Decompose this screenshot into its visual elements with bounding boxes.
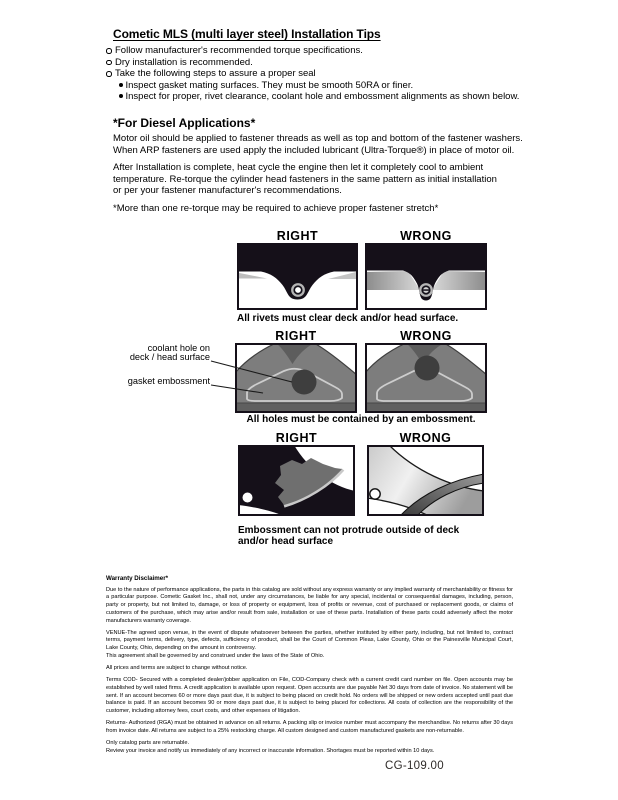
embossment-right-diagram — [238, 445, 355, 516]
rivet-wrong-diagram — [365, 243, 487, 310]
bolt-hole-icon — [243, 493, 253, 503]
gasket-embossment-callout: gasket embossment — [127, 376, 210, 386]
wrong-label: WRONG — [400, 329, 452, 343]
page-title: Cometic MLS (multi layer steel) Installation Tips — [113, 27, 381, 41]
embossment-wrong-diagram — [367, 445, 484, 516]
coolant-hole-right-diagram — [235, 343, 357, 413]
row2-caption: All holes must be contained by an embossment. — [246, 414, 476, 425]
dot-bullet-icon — [119, 83, 123, 87]
paragraph-line: When ARP fasteners are used apply the included lubricant (Ultra-Torque®) in place of motor oil. — [113, 144, 515, 156]
tips-sub-bullet-list — [119, 80, 519, 102]
wrong-label: WRONG — [399, 431, 452, 445]
tips-bullet-list — [106, 45, 363, 80]
circle-bullet-icon — [106, 60, 112, 66]
bullet-text: Inspect for proper, rivet clearance, coolant hole and embossment alignments as shown below. — [125, 91, 520, 102]
only-catalog-line: Only catalog parts are returnable. — [106, 740, 190, 747]
rivet-icon — [291, 283, 305, 297]
row3-caption — [238, 525, 459, 547]
terms-paragraph: Terms COD- Secured with a completed dealer/jobber application on File, COD-Company check with a current credit card number on file. Open accounts may be established by well rated firms. A credit application is available upon request. Open accounts are due payable Net 30 days from date of invoice. No statement will be sent. If an account becomes 60 or more days past due, it is subject to being placed on credit hold. No orders will be shipped or new orders accepted until past due balance is paid. If an account becomes 90 or more days past due, it is subject to being placed for collections. All costs of collection are the responsibility of the customer, including attorney fees, court costs, and other expenses of litigation. — [106, 677, 513, 715]
right-label: RIGHT — [275, 329, 317, 343]
right-label: RIGHT — [275, 431, 318, 445]
warranty-disclaimer-heading: Warranty Disclaimer* — [106, 575, 169, 582]
row1-caption: All rivets must clear deck and/or head surface. — [237, 313, 459, 324]
paragraph-line: or per your fastener manufacturer's recommendations. — [113, 185, 342, 197]
circle-bullet-icon — [106, 48, 112, 54]
venue-paragraph: VENUE-The agreed upon venue, in the event of dispute whatsoever between the parties, whether instituted by either party, including, but not limited to, contract terms, payment terms, delivery, type, defects, sufficiency of product, shall be the Court of Common Pleas, Lake County, Ohio or the Painesville Municipal Court, Lake County, Ohio, depending on the amount in controversy. — [106, 629, 513, 652]
coolant-hole-icon — [415, 356, 440, 381]
retorque-note: *More than one re-torque may be required to achieve proper fastener stretch* — [113, 203, 439, 214]
list-item — [106, 57, 363, 69]
governing-law-line: This agreement shall be governed by and construed under the laws of the State of Ohio. — [106, 652, 325, 659]
paragraph-line: After Installation is complete, heat cycle the engine then let it completely cool to ambient — [113, 162, 484, 173]
bullet-text: Dry installation is recommended. — [115, 56, 253, 68]
list-item — [119, 91, 519, 102]
caption-line: Embossment can not protrude outside of deck — [238, 525, 460, 536]
list-item — [119, 80, 519, 91]
rivet-right-diagram — [237, 243, 358, 310]
caption-line: and/or head surface — [238, 536, 334, 548]
bullet-text: Inspect gasket mating surfaces. They must be smooth 50RA or finer. — [125, 80, 414, 91]
coolant-hole-icon — [292, 370, 317, 395]
diesel-paragraph-2 — [113, 162, 497, 197]
circle-bullet-icon — [106, 71, 112, 77]
diesel-paragraph-1 — [113, 133, 523, 156]
coolant-hole-callout — [84, 344, 210, 363]
callout-line: deck / head surface — [129, 352, 210, 363]
diesel-heading: *For Diesel Applications* — [113, 116, 256, 130]
review-invoice-line: Review your invoice and notify us immediately of any incorrect or inaccurate information. Shortages must be reported within 10 days. — [106, 747, 435, 754]
dot-bullet-icon — [119, 94, 123, 98]
warranty-paragraph: Due to the nature of performance applications, the parts in this catalog are sold without any express warranty or any implied warranty of merchantability or fitness for a particular purpose. Cometic Gasket Inc., shall not, under any circumstances, be liable for any special, incidental or consequential damages, including, person, party or property, but not limited to, damage, or loss of property or equipment, loss of profits or revenue, cost of purchased or replacement goods, or claims of customers of the purchase, which may arise and/or result from sale, installation or use of these parts. Installation of these parts could adversely affect the motor manufacturers warranty coverage. — [106, 586, 513, 624]
list-item — [106, 45, 363, 57]
bullet-text: Take the following steps to assure a proper seal — [115, 68, 316, 79]
wrong-label: WRONG — [400, 229, 452, 243]
returns-paragraph: Returns- Authorized (RGA) must be obtained in advance on all returns. A packing slip or invoice number must accompany the merchandise. No returns after 30 days from invoice date. All returns are subject to a 25% restocking charge. All custom designed and custom manufactured gaskets are non-returnable. — [106, 720, 513, 734]
paragraph-line: temperature. Re-torque the cylinder head fasteners in the same pattern as initial installation — [113, 173, 497, 185]
prices-line: All prices and terms are subject to change without notice. — [106, 665, 248, 672]
legal-section — [106, 575, 513, 760]
bullet-text: Follow manufacturer's recommended torque specifications. — [115, 45, 363, 56]
coolant-hole-wrong-diagram — [365, 343, 487, 413]
rivet-icon — [419, 283, 433, 297]
paragraph-line: Motor oil should be applied to fastener threads as well as top and bottom of the fastener washers. — [113, 133, 523, 144]
callout-line: coolant hole on — [147, 343, 210, 353]
list-item — [106, 68, 363, 80]
page-number: CG-109.00 — [385, 760, 444, 772]
right-label: RIGHT — [276, 229, 319, 243]
bolt-hole-icon — [370, 489, 380, 499]
